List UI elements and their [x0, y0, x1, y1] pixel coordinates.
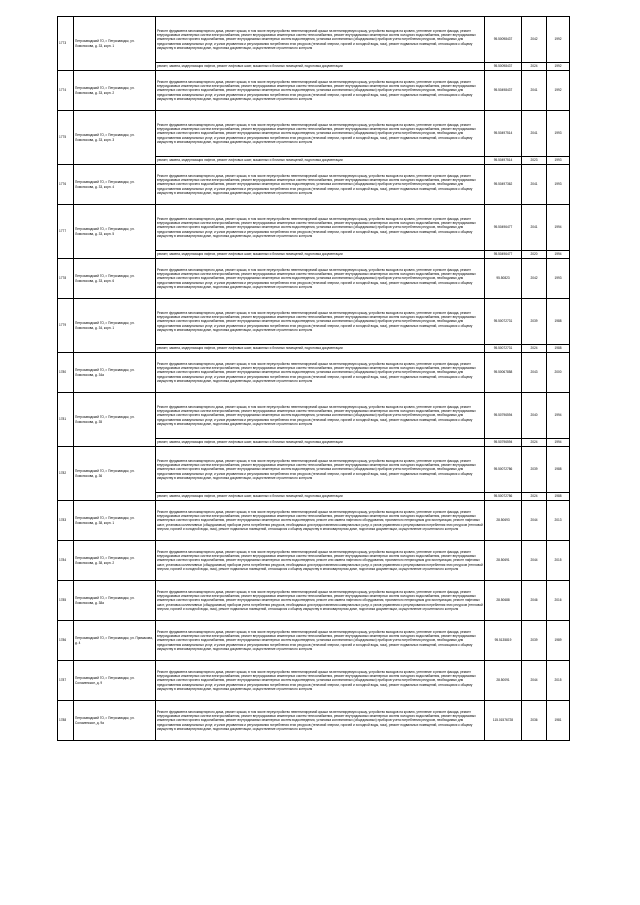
- works-text: Ремонт фундамента многоквартирного дома, ремонт крыши, в том числе переустройство невентилируемой крыши на вентилируемую крышу, устройство выходов на кровлю, утепление и ремонт фасада, ремонт внутридомовых инженерных систем электроснабжения, ремонт внутридомовых инженерных систем теплоснабжения, ремонт внутридомовых инженерных систем холодного водоснабжения, ремонт внутридомовых инженерных систем горячего водоснабжения, ремонт внутридомовых инженерных систем водоотведения, установка коллективных (общедомовых) приборов учета потребления ресурсов, необходимых для предоставления коммунальных услуг, и узлов управления и регулирования потребления этих ресурсов (тепловой энергии, горячей и холодной воды, газа), ремонт подвальных помещений, относящихся к общему имуществу в многоквартирном доме, подготовка документации, осуществление строительного контроля: [157, 216, 476, 238]
- build-year-cell: 1992: [547, 17, 570, 63]
- planned-year-cell: 2020: [522, 251, 547, 259]
- capital-repair-table: [57, 16, 570, 741]
- build-year-cell: 1994: [547, 439, 570, 447]
- works-cell: [156, 541, 485, 581]
- works-cell: [156, 251, 485, 259]
- works-text: Ремонт фундамента многоквартирного дома, ремонт крыши, в том числе переустройство невентилируемой крыши на вентилируемую крышу, устройство выходов на кровлю, утепление и ремонт фасада, ремонт внутридомовых инженерных систем электроснабжения, ремонт внутридомовых инженерных систем теплоснабжения, ремонт внутридомовых инженерных систем холодного водоснабжения, ремонт внутридомовых инженерных систем горячего водоснабжения, ремонт внутридомовых инженерных систем водоотведения, установка коллективных (общедомовых) приборов учета потребления ресурсов, необходимых для предоставления коммунальных услуг, и узлов управления и регулирования потребления этих ресурсов (тепловой энергии, горячей и холодной воды, газа), ремонт подвальных помещений, относящихся к общему имуществу в многоквартирном доме, подготовка документации, осуществление строительного контроля: [157, 669, 476, 691]
- works-text: Ремонт фундамента многоквартирного дома, ремонт крыши, в том числе переустройство невентилируемой крыши на вентилируемую крышу, устройство выходов на кровлю, утепление и ремонт фасада, ремонт внутридомовых инженерных систем электроснабжения, ремонт внутридомовых инженерных систем теплоснабжения, ремонт внутридомовых инженерных систем холодного водоснабжения, ремонт внутридомовых инженерных систем горячего водоснабжения, ремонт внутридомовых инженерных систем водоотведения, установка коллективных (общедомовых) приборов учета потребления ресурсов, необходимых для предоставления коммунальных услуг, и узлов управления и регулирования потребления этих ресурсов (тепловой энергии, горячей и холодной воды, газа), ремонт подвальных помещений, относящихся к общему имуществу в многоквартирном доме, подготовка документации, осуществление строительного контроля: [157, 361, 476, 383]
- row-number: 1787: [58, 661, 74, 701]
- works-text: Ремонт фундамента многоквартирного дома, ремонт крыши, в том числе переустройство невентилируемой крыши на вентилируемую крышу, устройство выходов на кровлю, утепление и ремонт фасада, ремонт внутридомовых инженерных систем электроснабжения, ремонт внутридомовых инженерных систем теплоснабжения, ремонт внутридомовых инженерных систем холодного водоснабжения, ремонт внутридомовых инженерных систем горячего водоснабжения, ремонт внутридомовых инженерных систем водоотведения, ремонт или замена лифтового оборудования, признанного непригодным для эксплуатации, ремонт лифтовых шахт, установка коллективных (общедомовых) приборов учета потребления ресурсов, необходимых для предоставления коммунальных услуг, и узлов управления и регулирования потребления этих ресурсов (тепловой энергии, горячей и холодной воды, газа), ремонт подвальных помещений, относящихся к общему имуществу в многоквартирном доме, подготовка документации, осуществление строительного контроля: [157, 549, 483, 571]
- building-code-cell: 95.50496477: [485, 205, 522, 251]
- address-cell: Петрозаводский ГО, г. Петрозаводск, ул. Ломоносова, д. 33, корп. 2: [74, 71, 156, 111]
- works-cell: [156, 111, 485, 157]
- works-cell: [156, 157, 485, 165]
- works-text: ремонт, замена, модернизация лифтов, ремонт лифтовых шахт, машинных и блочных помещений, подготовка документации: [157, 346, 343, 351]
- works-text: Ремонт фундамента многоквартирного дома, ремонт крыши, в том числе переустройство невентилируемой крыши на вентилируемую крышу, устройство выходов на кровлю, утепление и ремонт фасада, ремонт внутридомовых инженерных систем электроснабжения, ремонт внутридомовых инженерных систем теплоснабжения, ремонт внутридомовых инженерных систем холодного водоснабжения, ремонт внутридомовых инженерных систем горячего водоснабжения, ремонт внутридомовых инженерных систем водоотведения, установка коллективных (общедомовых) приборов учета потребления ресурсов, необходимых для предоставления коммунальных услуг, и узлов управления и регулирования потребления этих ресурсов (тепловой энергии, горячей и холодной воды, газа), ремонт подвальных помещений, относящихся к общему имуществу в многоквартирном доме, подготовка документации, осуществление строительного контроля: [157, 404, 476, 426]
- build-year-cell: 2013: [547, 501, 570, 541]
- planned-year-cell: 2044: [522, 501, 547, 541]
- build-year-cell: 1988: [547, 493, 570, 501]
- works-text: ремонт, замена, модернизация лифтов, ремонт лифтовых шахт, машинных и блочных помещений, подготовка документации: [157, 64, 343, 69]
- row-number: 1788: [58, 701, 74, 741]
- build-year-cell: 1993: [547, 259, 570, 299]
- works-text: Ремонт фундамента многоквартирного дома, ремонт крыши, в том числе переустройство невентилируемой крыши на вентилируемую крышу, устройство выходов на кровлю, утепление и ремонт фасада, ремонт внутридомовых инженерных систем электроснабжения, ремонт внутридомовых инженерных систем теплоснабжения, ремонт внутридомовых инженерных систем холодного водоснабжения, ремонт внутридомовых инженерных систем горячего водоснабжения, ремонт внутридомовых инженерных систем водоотведения, установка коллективных (общедомовых) приборов учета потребления ресурсов, необходимых для предоставления коммунальных услуг, и узлов управления и регулирования потребления этих ресурсов (тепловой энергии, горячей и холодной воды, газа), ремонт подвальных помещений, относящихся к общему имуществу в многоквартирном доме, подготовка документации, осуществление строительного контроля: [157, 458, 476, 480]
- planned-year-cell: 2043: [522, 353, 547, 393]
- address-cell: Петрозаводский ГО, г. Петрозаводск, ул. Ломоносова, д. 36: [74, 447, 156, 501]
- build-year-cell: 2015: [547, 661, 570, 701]
- planned-year-cell: 2041: [522, 71, 547, 111]
- table-row: [58, 165, 570, 205]
- works-text: Ремонт фундамента многоквартирного дома, ремонт крыши, в том числе переустройство невентилируемой крыши на вентилируемую крышу, устройство выходов на кровлю, утепление и ремонт фасада, ремонт внутридомовых инженерных систем электроснабжения, ремонт внутридомовых инженерных систем теплоснабжения, ремонт внутридомовых инженерных систем холодного водоснабжения, ремонт внутридомовых инженерных систем горячего водоснабжения, ремонт внутридомовых инженерных систем водоотведения, ремонт или замена лифтового оборудования, признанного непригодным для эксплуатации, ремонт лифтовых шахт, установка коллективных (общедомовых) приборов учета потребления ресурсов, необходимых для предоставления коммунальных услуг, и узлов управления и регулирования потребления этих ресурсов (тепловой энергии, горячей и холодной воды, газа), ремонт подвальных помещений, относящихся к общему имуществу в многоквартирном доме, подготовка документации, осуществление строительного контроля: [157, 589, 483, 611]
- build-year-cell: 1989: [547, 621, 570, 661]
- building-code-cell: 28.50091: [485, 661, 522, 701]
- planned-year-cell: 2040: [522, 393, 547, 439]
- address-cell: Петрозаводский ГО, г. Петрозаводск, ул. Примакова, д. 4: [74, 621, 156, 661]
- address-cell: Петрозаводский ГО, г. Петрозаводск, ул. Ломоносова, д. 34, корп. 1: [74, 299, 156, 353]
- planned-year-cell: 2044: [522, 541, 547, 581]
- build-year-cell: 1993: [547, 165, 570, 205]
- address-cell: Петрозаводский ГО, г. Петрозаводск, ул. Ломоносова, д. 34а: [74, 353, 156, 393]
- table-body: [58, 17, 570, 741]
- works-cell: [156, 439, 485, 447]
- planned-year-cell: 2044: [522, 661, 547, 701]
- works-text: Ремонт фундамента многоквартирного дома, ремонт крыши, в том числе переустройство невентилируемой крыши на вентилируемую крышу, устройство выходов на кровлю, утепление и ремонт фасада, ремонт внутридомовых инженерных систем электроснабжения, ремонт внутридомовых инженерных систем теплоснабжения, ремонт внутридомовых инженерных систем холодного водоснабжения, ремонт внутридомовых инженерных систем горячего водоснабжения, ремонт внутридомовых инженерных систем водоотведения, ремонт или замена лифтового оборудования, признанного непригодным для эксплуатации, ремонт лифтовых шахт, установка коллективных (общедомовых) приборов учета потребления ресурсов, необходимых для предоставления коммунальных услуг, и узлов управления и регулирования потребления этих ресурсов (тепловой энергии, горячей и холодной воды, газа), ремонт подвальных помещений, относящихся к общему имуществу в многоквартирном доме, подготовка документации, осуществление строительного контроля: [157, 509, 483, 531]
- works-cell: [156, 259, 485, 299]
- planned-year-cell: 2024: [522, 493, 547, 501]
- table-row: [58, 299, 570, 345]
- works-cell: [156, 345, 485, 353]
- row-number: 1774: [58, 71, 74, 111]
- row-number: 1783: [58, 501, 74, 541]
- row-number: 1773: [58, 17, 74, 71]
- building-code-cell: 95.50098437: [485, 63, 522, 71]
- address-cell: Петрозаводский ГО, г. Петрозаводск, ул. Ломоносова, д. 33, корп. 5: [74, 205, 156, 259]
- planned-year-cell: 2041: [522, 165, 547, 205]
- building-code-cell: 95.5135819: [485, 621, 522, 661]
- works-cell: [156, 581, 485, 621]
- works-text: ремонт, замена, модернизация лифтов, ремонт лифтовых шахт, машинных и блочных помещений, подготовка документации: [157, 158, 343, 163]
- build-year-cell: 2015: [547, 541, 570, 581]
- build-year-cell: 1992: [547, 63, 570, 71]
- works-text: ремонт, замена, модернизация лифтов, ремонт лифтовых шахт, машинных и блочных помещений, подготовка документации: [157, 494, 343, 499]
- planned-year-cell: 2041: [522, 205, 547, 251]
- building-code-cell: 95.50498437: [485, 71, 522, 111]
- building-code-cell: 95.50823: [485, 259, 522, 299]
- build-year-cell: 1993: [547, 157, 570, 165]
- building-code-cell: 95.50796594: [485, 393, 522, 439]
- building-code-cell: 95.50098437: [485, 17, 522, 63]
- address-cell: Петрозаводский ГО, г. Петрозаводск, ул. Ломоносова, д. 33, корп. 3: [74, 111, 156, 165]
- build-year-cell: 1994: [547, 393, 570, 439]
- row-number: 1786: [58, 621, 74, 661]
- works-cell: [156, 299, 485, 345]
- works-cell: [156, 353, 485, 393]
- building-code-cell: 95.50497514: [485, 157, 522, 165]
- works-cell: [156, 71, 485, 111]
- row-number: 1780: [58, 353, 74, 393]
- address-cell: Петрозаводский ГО, г. Петрозаводск, ул. Ломоносова, д. 38, корп. 2: [74, 541, 156, 581]
- works-cell: [156, 701, 485, 741]
- planned-year-cell: 2042: [522, 259, 547, 299]
- planned-year-cell: 2024: [522, 63, 547, 71]
- planned-year-cell: 2046: [522, 581, 547, 621]
- works-cell: [156, 501, 485, 541]
- works-text: Ремонт фундамента многоквартирного дома, ремонт крыши, в том числе переустройство невентилируемой крыши на вентилируемую крышу, устройство выходов на кровлю, утепление и ремонт фасада, ремонт внутридомовых инженерных систем электроснабжения, ремонт внутридомовых инженерных систем теплоснабжения, ремонт внутридомовых инженерных систем холодного водоснабжения, ремонт внутридомовых инженерных систем горячего водоснабжения, ремонт внутридомовых инженерных систем водоотведения, установка коллективных (общедомовых) приборов учета потребления ресурсов, необходимых для предоставления коммунальных услуг, и узлов управления и регулирования потребления этих ресурсов (тепловой энергии, горячей и холодной воды, газа), ремонт подвальных помещений, относящихся к общему имуществу в многоквартирном доме, подготовка документации, осуществление строительного контроля: [157, 310, 476, 332]
- building-code-cell: 95.50067858: [485, 353, 522, 393]
- building-code-cell: 28.50693: [485, 501, 522, 541]
- building-code-cell: 95.50072786: [485, 493, 522, 501]
- address-cell: Петрозаводский ГО, г. Петрозаводск, ул. Ломоносова, д. 35: [74, 393, 156, 447]
- works-cell: [156, 621, 485, 661]
- table-row: [58, 701, 570, 741]
- row-number: 1775: [58, 111, 74, 165]
- works-text: Ремонт фундамента многоквартирного дома, ремонт крыши, в том числе переустройство невентилируемой крыши на вентилируемую крышу, устройство выходов на кровлю, утепление и ремонт фасада, ремонт внутридомовых инженерных систем электроснабжения, ремонт внутридомовых инженерных систем теплоснабжения, ремонт внутридомовых инженерных систем холодного водоснабжения, ремонт внутридомовых инженерных систем горячего водоснабжения, ремонт внутридомовых инженерных систем водоотведения, установка коллективных (общедомовых) приборов учета потребления ресурсов, необходимых для предоставления коммунальных услуг, и узлов управления и регулирования потребления этих ресурсов (тепловой энергии, горячей и холодной воды, газа), ремонт подвальных помещений, относящихся к общему имуществу в многоквартирном доме, подготовка документации, осуществление строительного контроля: [157, 79, 476, 101]
- table-row: [58, 111, 570, 157]
- building-code-cell: 115.01576728: [485, 701, 522, 741]
- table-row: [58, 661, 570, 701]
- works-text: Ремонт фундамента многоквартирного дома, ремонт крыши, в том числе переустройство невентилируемой крыши на вентилируемую крышу, устройство выходов на кровлю, утепление и ремонт фасада, ремонт внутридомовых инженерных систем электроснабжения, ремонт внутридомовых инженерных систем теплоснабжения, ремонт внутридомовых инженерных систем холодного водоснабжения, ремонт внутридомовых инженерных систем горячего водоснабжения, ремонт внутридомовых инженерных систем водоотведения, установка коллективных (общедомовых) приборов учета потребления ресурсов, необходимых для предоставления коммунальных услуг, и узлов управления и регулирования потребления этих ресурсов (тепловой энергии, горячей и холодной воды, газа), ремонт подвальных помещений, относящихся к общему имуществу в многоквартирном доме, подготовка документации, осуществление строительного контроля: [157, 173, 476, 195]
- row-number: 1776: [58, 165, 74, 205]
- building-code-cell: 28.50691: [485, 541, 522, 581]
- build-year-cell: 1988: [547, 447, 570, 493]
- building-code-cell: 95.50796594: [485, 439, 522, 447]
- building-code-cell: 28.50688: [485, 581, 522, 621]
- build-year-cell: 1994: [547, 251, 570, 259]
- building-code-cell: 95.50497514: [485, 111, 522, 157]
- planned-year-cell: 2023: [522, 157, 547, 165]
- works-cell: [156, 393, 485, 439]
- address-cell: Петрозаводский ГО, г. Петрозаводск, ул. Соломенское, д. 9а: [74, 701, 156, 741]
- address-cell: Петрозаводский ГО, г. Петрозаводск, ул. Соломенское, д. 9: [74, 661, 156, 701]
- row-number: 1778: [58, 259, 74, 299]
- address-cell: Петрозаводский ГО, г. Петрозаводск, ул. Ломоносова, д. 33, корп. 6: [74, 259, 156, 299]
- address-cell: Петрозаводский ГО, г. Петрозаводск, ул. Ломоносова, д. 33, корп. 4: [74, 165, 156, 205]
- works-cell: [156, 493, 485, 501]
- table-row: [58, 541, 570, 581]
- table-row: [58, 71, 570, 111]
- build-year-cell: 1994: [547, 205, 570, 251]
- works-text: Ремонт фундамента многоквартирного дома, ремонт крыши, в том числе переустройство невентилируемой крыши на вентилируемую крышу, устройство выходов на кровлю, утепление и ремонт фасада, ремонт внутридомовых инженерных систем электроснабжения, ремонт внутридомовых инженерных систем теплоснабжения, ремонт внутридомовых инженерных систем холодного водоснабжения, ремонт внутридомовых инженерных систем горячего водоснабжения, ремонт внутридомовых инженерных систем водоотведения, установка коллективных (общедомовых) приборов учета потребления ресурсов, необходимых для предоставления коммунальных услуг, и узлов управления и регулирования потребления этих ресурсов (тепловой энергии, горячей и холодной воды, газа), ремонт подвальных помещений, относящихся к общему имуществу в многоквартирном доме, подготовка документации, осуществление строительного контроля: [157, 267, 476, 289]
- building-code-cell: 95.50072731: [485, 345, 522, 353]
- works-text: Ремонт фундамента многоквартирного дома, ремонт крыши, в том числе переустройство невентилируемой крыши на вентилируемую крышу, устройство выходов на кровлю, утепление и ремонт фасада, ремонт внутридомовых инженерных систем электроснабжения, ремонт внутридомовых инженерных систем теплоснабжения, ремонт внутридомовых инженерных систем холодного водоснабжения, ремонт внутридомовых инженерных систем горячего водоснабжения, ремонт внутридомовых инженерных систем водоотведения, установка коллективных (общедомовых) приборов учета потребления ресурсов, необходимых для предоставления коммунальных услуг, и узлов управления и регулирования потребления этих ресурсов (тепловой энергии, горячей и холодной воды, газа), ремонт подвальных помещений, относящихся к общему имуществу в многоквартирном доме, подготовка документации, осуществление строительного контроля: [157, 709, 476, 731]
- table-row: [58, 17, 570, 63]
- address-cell: Петрозаводский ГО, г. Петрозаводск, ул. Ломоносова, д. 33, корп. 1: [74, 17, 156, 71]
- works-cell: [156, 17, 485, 63]
- build-year-cell: 1988: [547, 345, 570, 353]
- works-cell: [156, 205, 485, 251]
- build-year-cell: 1988: [547, 299, 570, 345]
- table-row: [58, 581, 570, 621]
- table-row: [58, 621, 570, 661]
- row-number: 1779: [58, 299, 74, 353]
- table-row: [58, 205, 570, 251]
- table-row: [58, 393, 570, 439]
- row-number: 1781: [58, 393, 74, 447]
- works-cell: [156, 165, 485, 205]
- planned-year-cell: 2024: [522, 345, 547, 353]
- building-code-cell: 95.50072786: [485, 447, 522, 493]
- row-number: 1777: [58, 205, 74, 259]
- table-row: [58, 353, 570, 393]
- address-cell: Петрозаводский ГО, г. Петрозаводск, ул. Ломоносова, д. 38, корп. 1: [74, 501, 156, 541]
- planned-year-cell: 2039: [522, 447, 547, 493]
- planned-year-cell: 2041: [522, 111, 547, 157]
- planned-year-cell: 2024: [522, 439, 547, 447]
- row-number: 1785: [58, 581, 74, 621]
- row-number: 1784: [58, 541, 74, 581]
- building-code-cell: 95.50497362: [485, 165, 522, 205]
- planned-year-cell: 2042: [522, 17, 547, 63]
- table-row: [58, 447, 570, 493]
- build-year-cell: 1992: [547, 71, 570, 111]
- build-year-cell: 1993: [547, 111, 570, 157]
- table-row: [58, 259, 570, 299]
- works-cell: [156, 447, 485, 493]
- build-year-cell: 1981: [547, 701, 570, 741]
- building-code-cell: 95.50072731: [485, 299, 522, 345]
- planned-year-cell: 2039: [522, 299, 547, 345]
- works-cell: [156, 63, 485, 71]
- build-year-cell: 2000: [547, 353, 570, 393]
- works-text: Ремонт фундамента многоквартирного дома, ремонт крыши, в том числе переустройство невентилируемой крыши на вентилируемую крышу, устройство выходов на кровлю, утепление и ремонт фасада, ремонт внутридомовых инженерных систем электроснабжения, ремонт внутридомовых инженерных систем теплоснабжения, ремонт внутридомовых инженерных систем холодного водоснабжения, ремонт внутридомовых инженерных систем горячего водоснабжения, ремонт внутридомовых инженерных систем водоотведения, установка коллективных (общедомовых) приборов учета потребления ресурсов, необходимых для предоставления коммунальных услуг, и узлов управления и регулирования потребления этих ресурсов (тепловой энергии, горячей и холодной воды, газа), ремонт подвальных помещений, относящихся к общему имуществу в многоквартирном доме, подготовка документации, осуществление строительного контроля: [157, 28, 476, 50]
- address-cell: Петрозаводский ГО, г. Петрозаводск, ул. Ломоносова, д. 38а: [74, 581, 156, 621]
- table-row: [58, 501, 570, 541]
- works-text: Ремонт фундамента многоквартирного дома, ремонт крыши, в том числе переустройство невентилируемой крыши на вентилируемую крышу, устройство выходов на кровлю, утепление и ремонт фасада, ремонт внутридомовых инженерных систем электроснабжения, ремонт внутридомовых инженерных систем теплоснабжения, ремонт внутридомовых инженерных систем холодного водоснабжения, ремонт внутридомовых инженерных систем горячего водоснабжения, ремонт внутридомовых инженерных систем водоотведения, установка коллективных (общедомовых) приборов учета потребления ресурсов, необходимых для предоставления коммунальных услуг, и узлов управления и регулирования потребления этих ресурсов (тепловой энергии, горячей и холодной воды, газа), ремонт подвальных помещений, относящихся к общему имуществу в многоквартирном доме, подготовка документации, осуществление строительного контроля: [157, 122, 476, 144]
- works-text: ремонт, замена, модернизация лифтов, ремонт лифтовых шахт, машинных и блочных помещений, подготовка документации: [157, 252, 343, 257]
- build-year-cell: 2016: [547, 581, 570, 621]
- works-cell: [156, 661, 485, 701]
- works-text: Ремонт фундамента многоквартирного дома, ремонт крыши, в том числе переустройство невентилируемой крыши на вентилируемую крышу, устройство выходов на кровлю, утепление и ремонт фасада, ремонт внутридомовых инженерных систем электроснабжения, ремонт внутридомовых инженерных систем теплоснабжения, ремонт внутридомовых инженерных систем холодного водоснабжения, ремонт внутридомовых инженерных систем горячего водоснабжения, ремонт внутридомовых инженерных систем водоотведения, установка коллективных (общедомовых) приборов учета потребления ресурсов, необходимых для предоставления коммунальных услуг, и узлов управления и регулирования потребления этих ресурсов (тепловой энергии, горячей и холодной воды, газа), ремонт подвальных помещений, относящихся к общему имуществу в многоквартирном доме, подготовка документации, осуществление строительного контроля: [157, 629, 476, 651]
- planned-year-cell: 2036: [522, 701, 547, 741]
- building-code-cell: 95.50496477: [485, 251, 522, 259]
- planned-year-cell: 2039: [522, 621, 547, 661]
- works-text: ремонт, замена, модернизация лифтов, ремонт лифтовых шахт, машинных и блочных помещений, подготовка документации: [157, 440, 343, 445]
- row-number: 1782: [58, 447, 74, 501]
